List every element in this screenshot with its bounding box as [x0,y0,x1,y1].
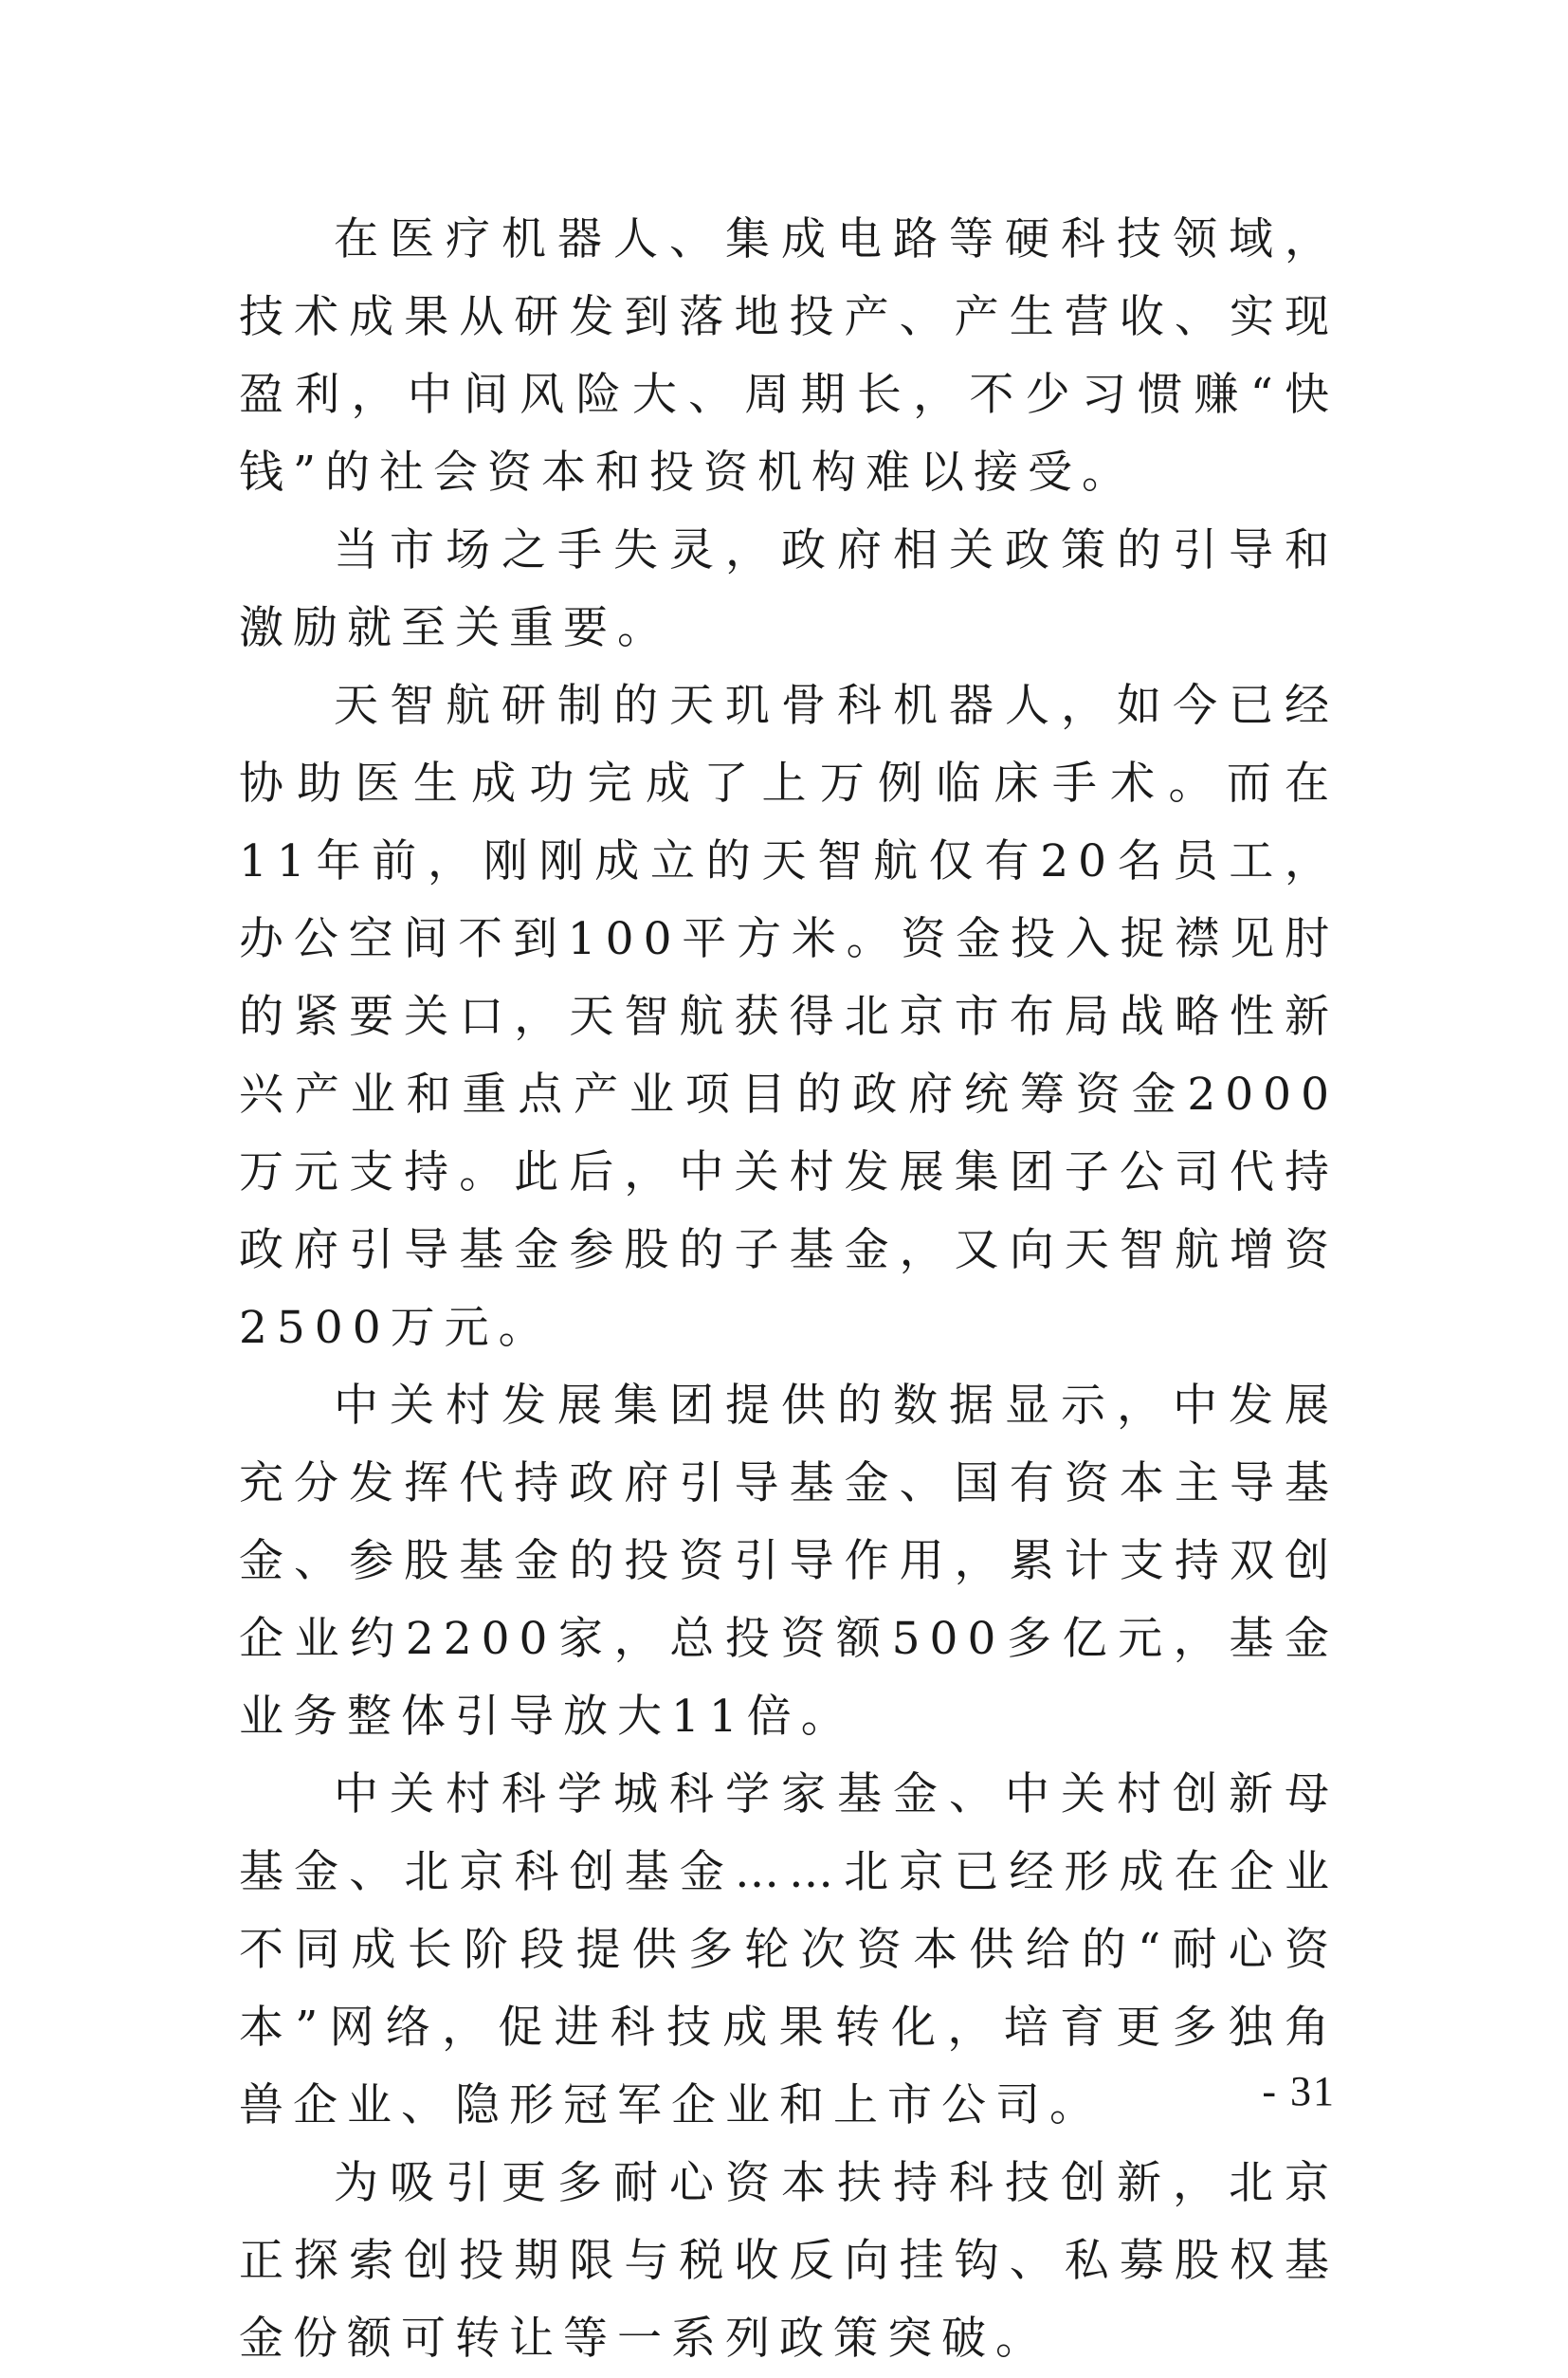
paragraph-government-guidance: 当市场之手失灵，政府相关政策的引导和激励就至关重要。 [239,524,1339,654]
article-body [239,201,1339,2378]
paragraph-tinavi-case: 天智航研制的天玑骨科机器人，如今已经协助医生成功完成了上万例临床手术。而在11年前，刚刚成立的天智航仅有20名员工，办公空间不到100平方米。资金投入捉襟见肘的紧要关口，天智航获得北京市布局战略性新兴产业和重点产业项目的政府统筹资金2000万元支持。此后，中关村发展集团子公司代持政府引导基金参股的子基金，又向天智航增资2500万元。 [239,680,1339,1354]
page-number: - 31 [1262,2068,1336,2114]
paragraph-patient-capital-network: 中关村科学城科学家基金、中关村创新母基金、北京科创基金……北京已经形成在企业不同成长阶段提供多轮次资本供给的“耐心资本”网络，促进科技成果转化，培育更多独角兽企业、隐形冠军企业和上市公司。 [239,1768,1339,2131]
paragraph-zgc-group-data: 中关村发展集团提供的数据显示，中发展充分发挥代持政府引导基金、国有资本主导基金、参股基金的投资引导作用，累计支持双创企业约2200家，总投资额500多亿元，基金业务整体引导放大11倍。 [239,1380,1339,1743]
paragraph-policy-breakthroughs: 为吸引更多耐心资本扶持科技创新，北京正探索创投期限与税收反向挂钩、私募股权基金份额可转让等一系列政策突破。 [239,2157,1339,2365]
paragraph-hard-tech-risk: 在医疗机器人、集成电路等硬科技领域，技术成果从研发到落地投产、产生营收、实现盈利，中间风险大、周期长，不少习惯赚“快钱”的社会资本和投资机构难以接受。 [239,213,1339,499]
